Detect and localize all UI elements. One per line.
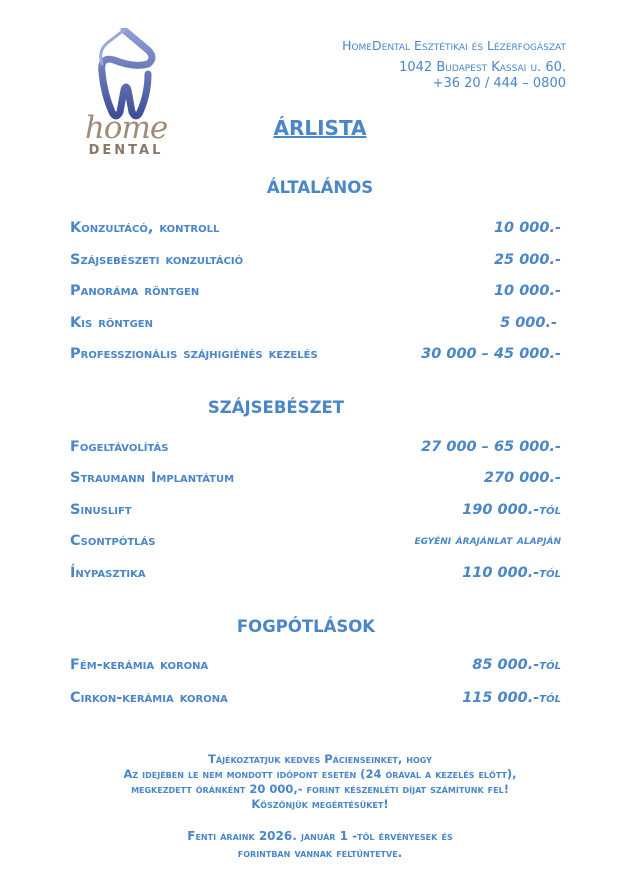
service-name: Straumann Implantátum bbox=[70, 470, 235, 486]
cancellation-notice bbox=[0, 752, 640, 812]
clinic-logo bbox=[74, 28, 174, 160]
service-price: 25 000.- bbox=[493, 252, 561, 268]
service-price: 10 000.- bbox=[493, 220, 561, 236]
service-price: 5 000.- bbox=[500, 315, 557, 331]
service-name: Fém-kerámia korona bbox=[70, 657, 209, 673]
service-price: 30 000 – 45 000.- bbox=[421, 346, 561, 362]
section-heading-general: ÁLTALÁNOS bbox=[266, 178, 374, 197]
service-name: Szájsebészeti konzultáció bbox=[70, 252, 244, 268]
service-name: Kis röntgen bbox=[70, 315, 154, 331]
validity-footer bbox=[0, 828, 640, 862]
price-row bbox=[70, 220, 561, 240]
service-price: 85 000.-tól bbox=[472, 657, 561, 673]
service-price: 110 000.-tól bbox=[462, 565, 561, 581]
service-price: 10 000.- bbox=[493, 283, 561, 299]
price-row bbox=[70, 439, 561, 459]
service-price: 27 000 – 65 000.- bbox=[421, 439, 561, 455]
notice-line: Köszönjük megértésüket! bbox=[251, 797, 389, 811]
clinic-name: HomeDental Esztétikai és Lézerfogászat bbox=[342, 38, 566, 53]
price-row bbox=[70, 690, 561, 710]
logo-wordmark-home: home bbox=[84, 110, 168, 146]
logo-wordmark-dental: DENTAL bbox=[88, 143, 164, 158]
service-name: Professzionális szájhigiénés kezelés bbox=[70, 346, 318, 362]
price-row bbox=[70, 283, 561, 303]
clinic-address: 1042 Budapest Kassai u. 60. bbox=[399, 60, 566, 75]
notice-line: megkezdett óránként 20 000,- forint készenléti díjat számítunk fel! bbox=[131, 782, 509, 796]
footer-line: forintban vannak feltüntetve. bbox=[237, 846, 403, 860]
price-row bbox=[70, 470, 561, 490]
service-price: 190 000.-tól bbox=[462, 502, 561, 518]
section-heading-prosthetics: FOGPÓTLÁSOK bbox=[236, 617, 376, 636]
price-row bbox=[70, 657, 561, 677]
service-name: Sinuslift bbox=[70, 502, 132, 518]
price-row bbox=[70, 533, 561, 553]
service-name: Panoráma röntgen bbox=[70, 283, 200, 299]
service-price: egyéni árajánlat alapján bbox=[414, 533, 561, 548]
notice-line: Tájékoztatjuk kedves Pácienseinket, hogy bbox=[208, 752, 432, 766]
service-name: Konzultácó, kontroll bbox=[70, 220, 220, 236]
price-row bbox=[70, 346, 561, 366]
notice-line: Az idejében le nem mondott időpont esetén (24 órával a kezelés előtt), bbox=[123, 767, 517, 781]
service-name: Fogeltávolítás bbox=[70, 439, 169, 455]
price-row bbox=[70, 565, 561, 585]
section-heading-oral-surgery: SZÁJSEBÉSZET bbox=[207, 398, 345, 417]
service-name: Csontpótlás bbox=[70, 533, 156, 549]
service-name: Cirkon-kerámia korona bbox=[70, 690, 228, 706]
service-price: 115 000.-tól bbox=[462, 690, 561, 706]
price-row bbox=[70, 502, 561, 522]
page-title: ÁRLISTA bbox=[273, 116, 367, 140]
price-row bbox=[70, 315, 561, 335]
footer-line: Fenti áraink 2026. január 1 -től érvényesek és bbox=[187, 829, 453, 843]
service-name: Ínypasztika bbox=[70, 565, 146, 581]
service-price: 270 000.- bbox=[483, 470, 561, 486]
clinic-phone[interactable]: +36 20 / 444 – 0800 bbox=[432, 76, 566, 91]
price-row bbox=[70, 252, 561, 272]
